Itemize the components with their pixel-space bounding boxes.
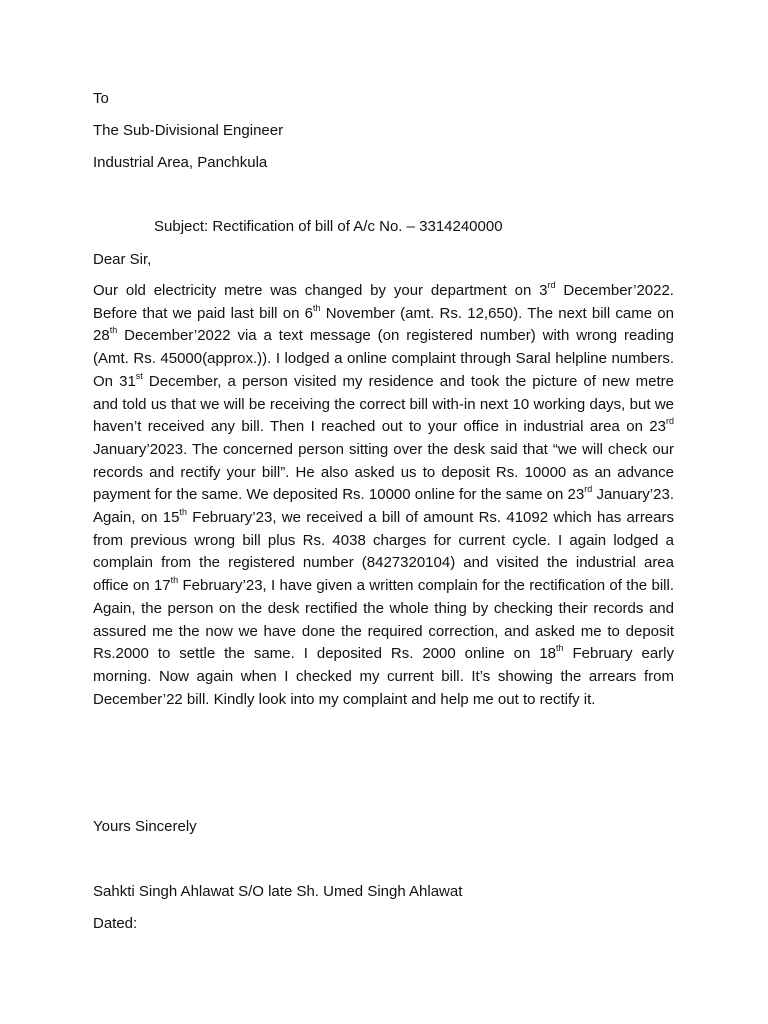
ordinal-suffix: rd: [665, 416, 674, 427]
body-text-run: February’23, I have given a written complain for the rectification of the bill. Again, the person on the desk rectified the whole thing by checking their records and assured me the now we have done the required correction, and asked me to deposit Rs.2000 to settle the same. I deposited Rs. 2000 online on 18: [93, 577, 674, 663]
body-text-run: January’2023. The concerned person sitting over the desk said that “we will check our records and rectify your bill”. He also asked us to deposit Rs. 10000 as an advance payment for the same. We deposited Rs. 10000 online for the same on 23: [93, 440, 674, 504]
letter-body: [93, 280, 674, 711]
recipient-title: The Sub-Divisional Engineer: [93, 122, 284, 139]
body-text-run: December, a person visited my residence and took the picture of new metre and told us that we will be receiving the correct bill with-in next 10 working days, but we haven’t received any bill. Then I reached out to your office in industrial area on 23: [93, 372, 674, 436]
subject-line: Subject: Rectification of bill of A/c No. – 3314240000: [154, 218, 503, 235]
body-text-run: January’23. Again, on 15: [93, 486, 674, 527]
recipient-address: Industrial Area, Panchkula: [93, 154, 268, 171]
body-text-run: February early morning. Now again when I checked my current bill. It’s showing the arrears from December’22 bill. Kindly look into my complaint and help me out to rectify it.: [93, 645, 674, 708]
to-label: To: [93, 90, 109, 107]
ordinal-suffix: th: [109, 325, 118, 336]
body-text-run: December’2022 via a text message (on registered number) with wrong reading (Amt. Rs. 45000(approx.)). I lodged a online complaint through Saral helpline numbers. On 31: [93, 327, 674, 390]
body-text-run: November (amt. Rs. 12,650). The next bill came on 28: [93, 304, 674, 345]
ordinal-suffix: th: [179, 507, 187, 518]
body-text-run: February’23, we received a bill of amount Rs. 41092 which has arrears from previous wrong bill plus Rs. 4038 charges for current cycle. I again lodged a complain from the registered number (8427320104) and visited the industrial area office on 17: [93, 509, 674, 595]
ordinal-suffix: th: [170, 575, 179, 586]
ordinal-suffix: st: [135, 370, 143, 381]
ordinal-suffix: rd: [547, 280, 556, 290]
body-text-run: December’2022. Before that we paid last bill on 6: [93, 282, 674, 322]
salutation: Dear Sir,: [93, 251, 152, 268]
dated-label: Dated:: [93, 915, 138, 932]
body-text-run: Our old electricity metre was changed by your department on 3: [93, 282, 548, 299]
ordinal-suffix: th: [556, 643, 564, 654]
closing: Yours Sincerely: [93, 818, 197, 835]
ordinal-suffix: th: [312, 302, 321, 313]
signature: Sahkti Singh Ahlawat S/O late Sh. Umed Singh Ahlawat: [93, 883, 463, 900]
ordinal-suffix: rd: [584, 484, 593, 495]
